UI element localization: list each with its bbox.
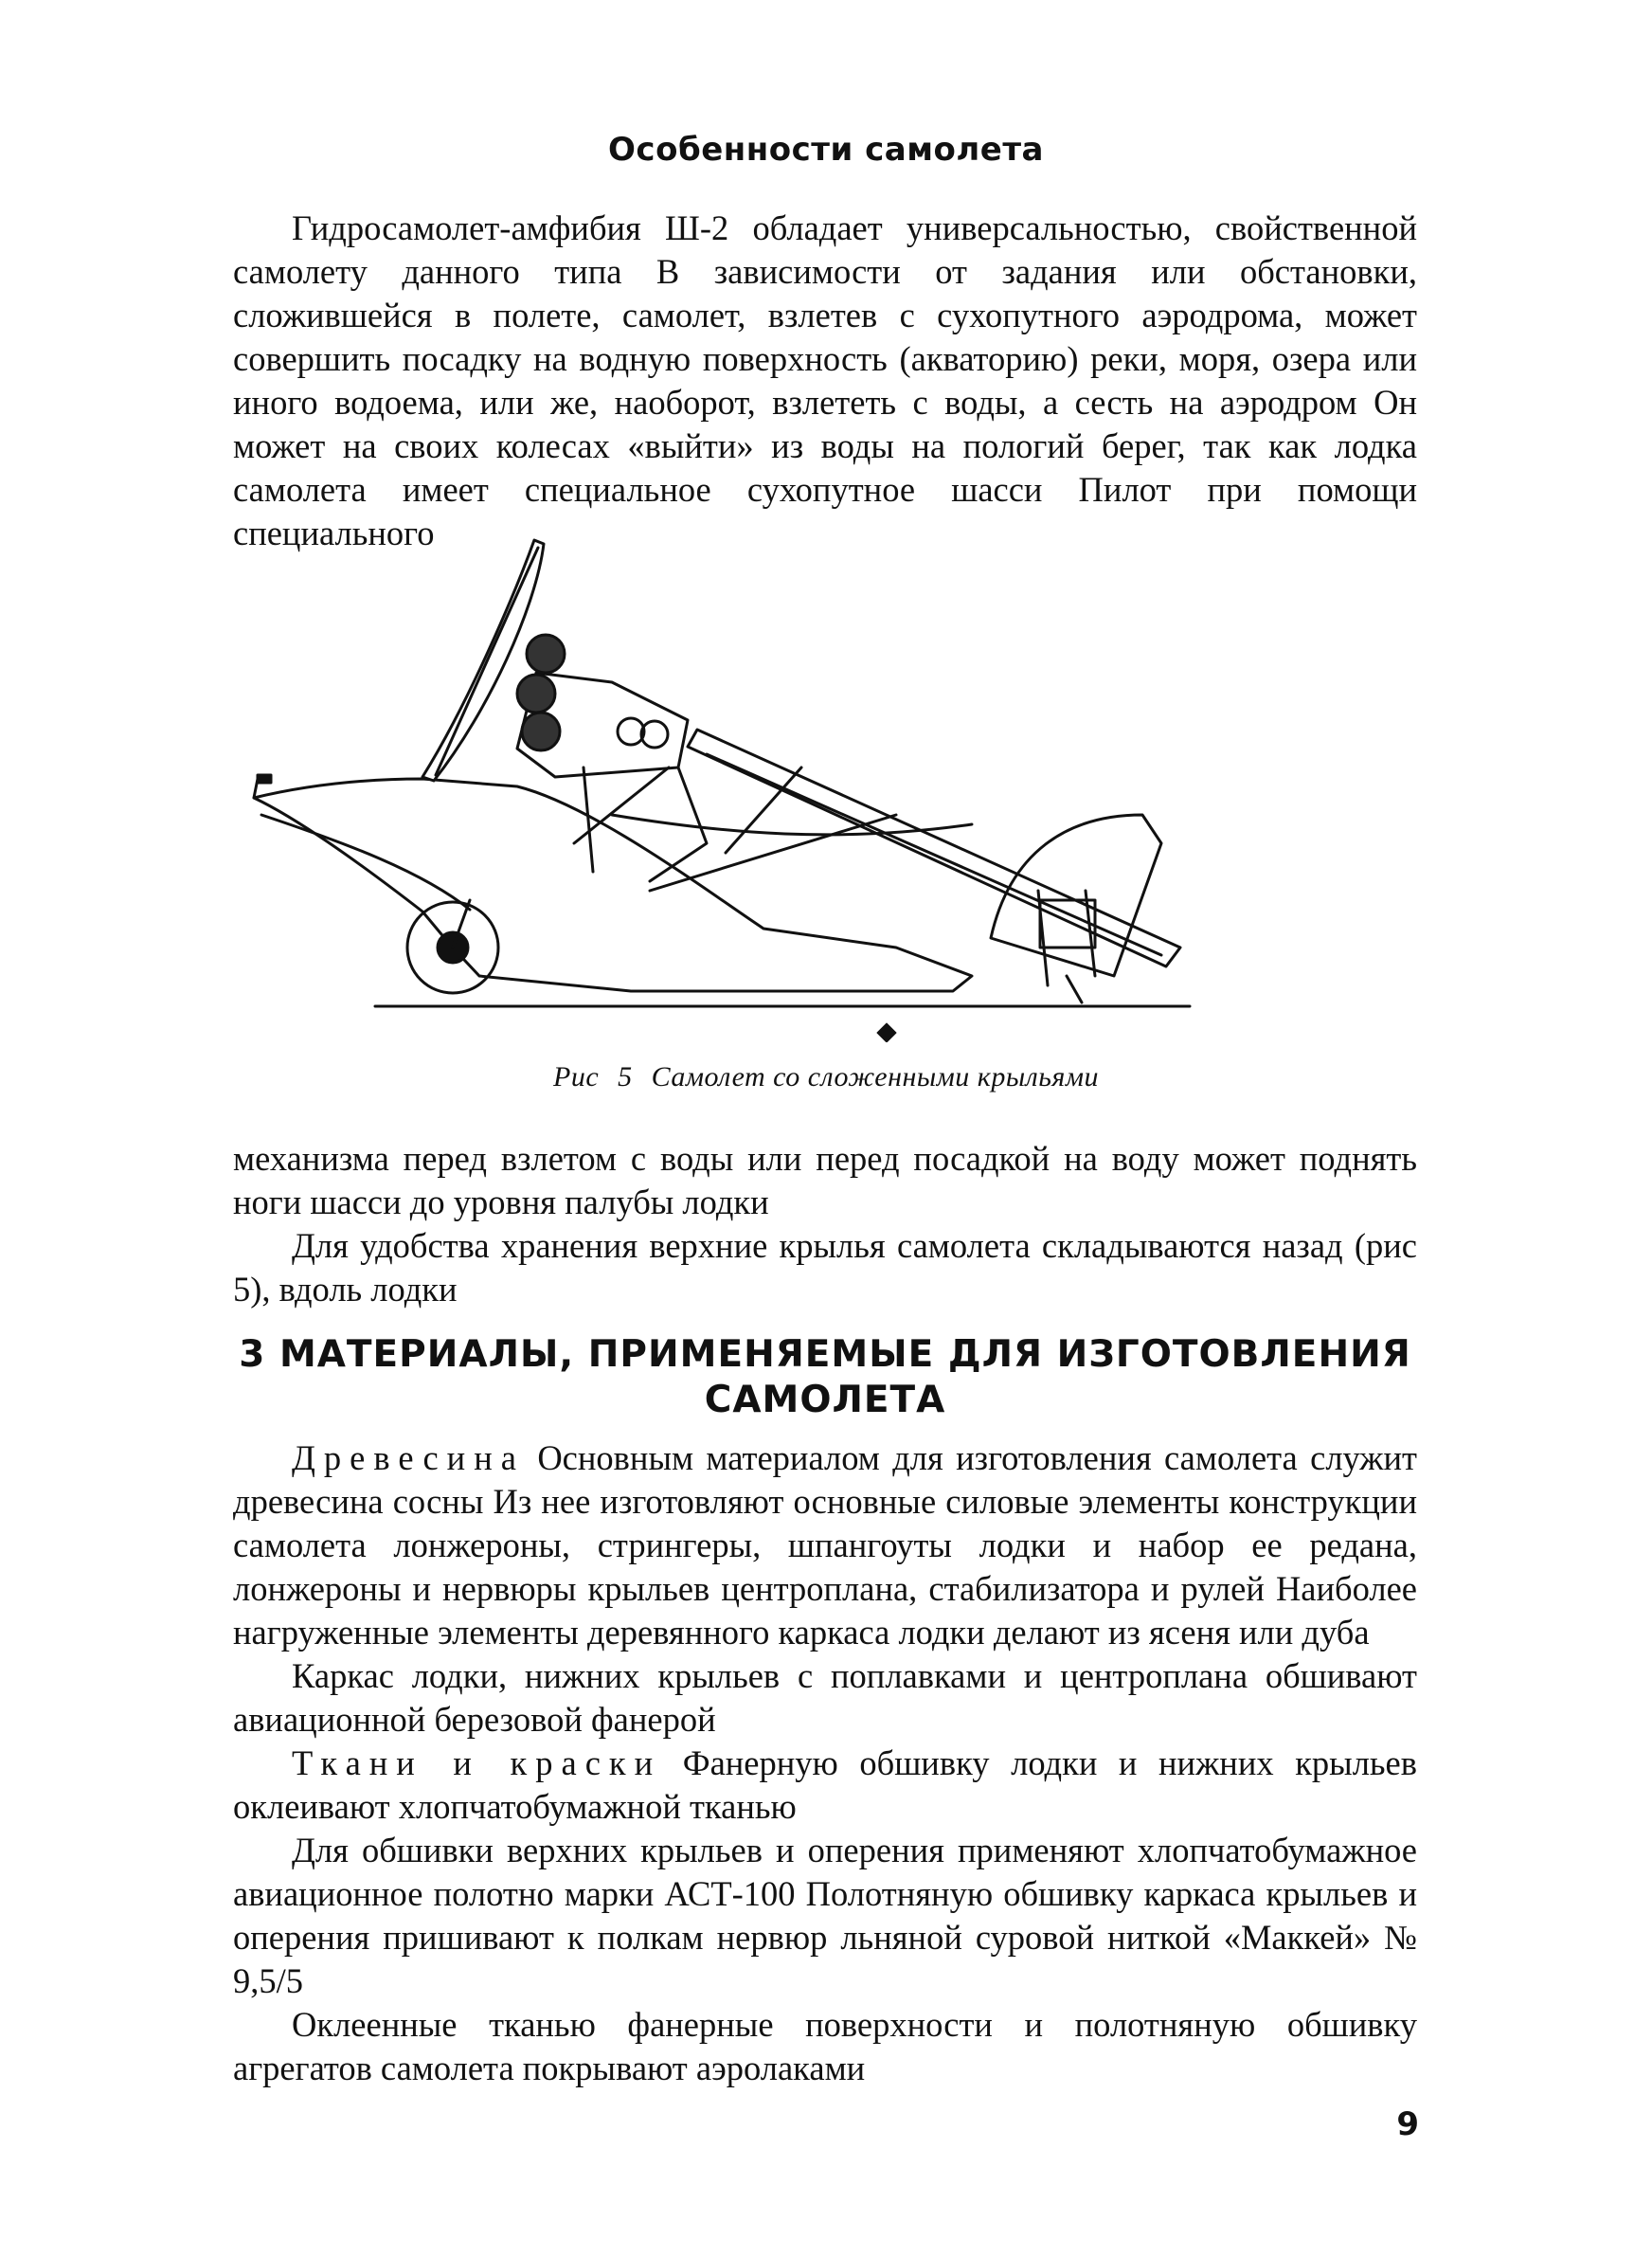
wood-paragraph bbox=[233, 1436, 1417, 1654]
lower-wing-line bbox=[612, 815, 972, 835]
wood-text: Основным материалом для изготовления самолета служит древесина сосны Из нее изготовляют основные силовые элементы конструкции самолета лонжероны, стрингеры, шпангоуты лодки и набор ее редана, лонжероны и нервюры крыльев центроплана, стабилизатора и рулей Наиболее нагруженные элементы деревянного каркаса лодки делают из ясеня или дуба bbox=[233, 1438, 1418, 1652]
fabric-term: Ткани и краски bbox=[292, 1743, 662, 1782]
lacquer-paragraph: Оклеенные тканью фанерные поверхности и полотняную обшивку агрегатов самолета покрывают аэролаками bbox=[233, 2005, 1417, 2087]
bow-light-icon bbox=[258, 775, 271, 783]
continued-paragraph: механизма перед взлетом с воды или перед посадкой на воду может поднять ноги шасси до уровня палубы лодки bbox=[233, 1139, 1417, 1221]
page-number: 9 bbox=[1396, 2105, 1419, 2143]
continued-block bbox=[233, 1137, 1417, 1311]
engine-cylinder-top bbox=[527, 635, 565, 673]
intro-paragraph: Гидросамолет-амфибия Ш-2 обладает универсальностью, свойственной самолету данного типа В зависимости от задания или обстановки, сложившейся в полете, самолет, взлетев с сухопутного аэродрома, может совершить посадку на водную поверхность (акваторию) реки, моря, озера или иного водоема, или же, наоборот, взлететь с воды, а сесть на аэродром Он может на своих колесах «выйти» из воды на пологий берег, так как лодка самолета имеет специальное сухопутное шасси Пилот при помощи специального bbox=[233, 208, 1417, 552]
caption-prefix: Рис bbox=[553, 1061, 600, 1092]
propeller-edge bbox=[436, 548, 538, 775]
tail-skid bbox=[1067, 976, 1082, 1002]
figure-caption bbox=[0, 1061, 1652, 1093]
fabric-paragraph bbox=[233, 1742, 1417, 1829]
materials-block bbox=[233, 1436, 1417, 2090]
upper-wings-paragraph: Для обшивки верхних крыльев и оперения применяют хлопчатобумажное авиационное полотно марки АСТ-100 Полотняную обшивку каркаса крыльев и оперения пришивают к полкам нервюр льняной суровой ниткой «Маккей» № 9,5/5 bbox=[233, 1831, 1417, 2000]
aircraft-illustration bbox=[233, 531, 1247, 1042]
frame-paragraph: Каркас лодки, нижних крыльев с поплавками и центроплана обшивают авиационной березовой фанерой bbox=[233, 1656, 1417, 1739]
fabric-text: Фанерную обшивку лодки и нижних крыльев оклеивают хлопчатобумажной тканью bbox=[233, 1743, 1417, 1826]
engine-cylinder-mid bbox=[517, 675, 555, 713]
caption-text: Самолет со сложенными крыльями bbox=[651, 1061, 1099, 1092]
wing-rib-line bbox=[707, 754, 1161, 955]
cabane-strut-a bbox=[584, 767, 593, 872]
anchor-mark bbox=[877, 1023, 896, 1042]
wood-term: Древесина bbox=[292, 1438, 525, 1477]
hull-chine-line bbox=[261, 815, 470, 910]
section-name: МАТЕРИАЛЫ, ПРИМЕНЯЕМЫЕ ДЛЯ ИЗГОТОВЛЕНИЯ САМОЛЕТА bbox=[278, 1333, 1411, 1421]
section-number: 3 bbox=[239, 1333, 266, 1376]
caption-number: 5 bbox=[618, 1061, 633, 1092]
intro-block bbox=[233, 207, 1417, 555]
engine-cylinder-bottom bbox=[522, 713, 560, 750]
section-heading: Особенности самолета bbox=[608, 131, 1044, 169]
storage-paragraph: Для удобства хранения верхние крылья самолета складываются назад (рис 5), вдоль лодки bbox=[233, 1226, 1417, 1309]
section-title bbox=[233, 1332, 1417, 1423]
